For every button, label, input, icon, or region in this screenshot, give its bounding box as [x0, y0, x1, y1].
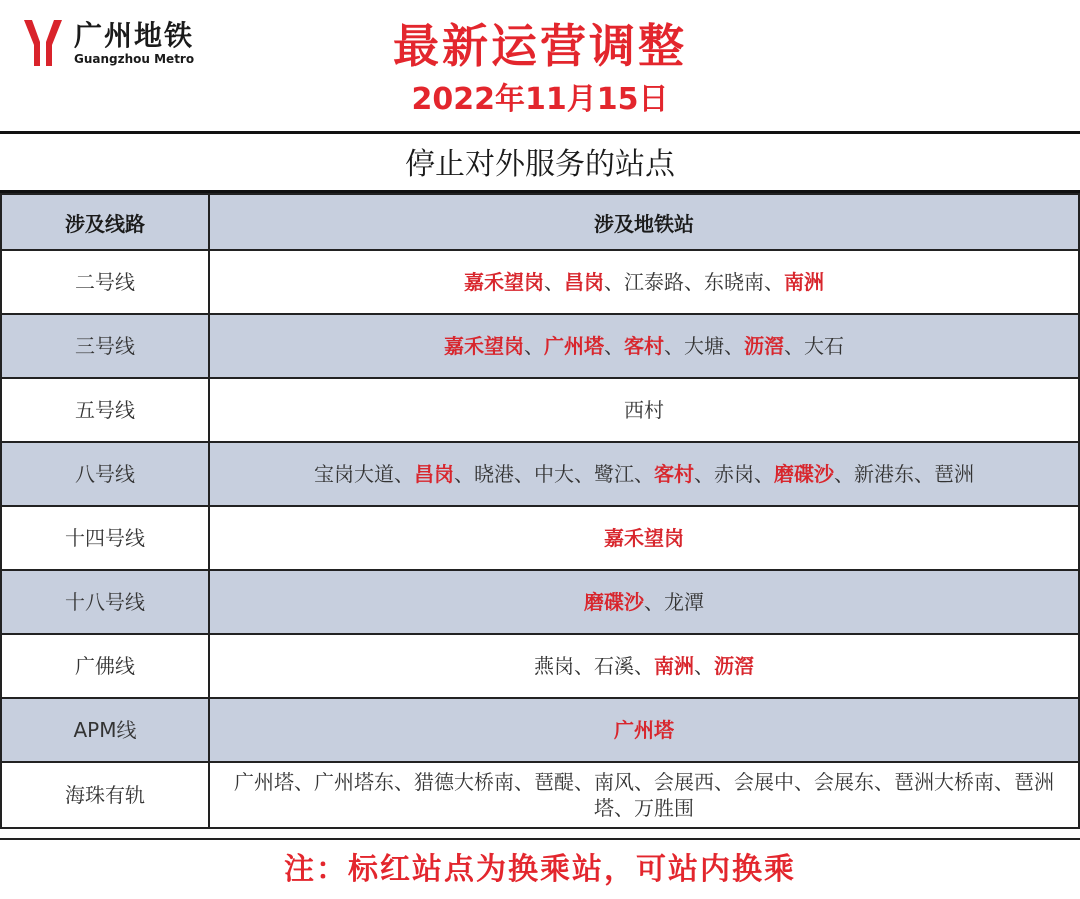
transfer-station: 嘉禾望岗	[604, 526, 684, 550]
poster-date: 2022年11月15日	[411, 82, 669, 117]
transfer-station: 客村	[624, 334, 664, 358]
table-row	[1, 506, 1079, 570]
station-separator: 、	[574, 462, 594, 486]
table-row	[1, 250, 1079, 314]
station: 会展中	[734, 770, 794, 794]
station: 大塘	[684, 334, 724, 358]
station: 晓港	[474, 462, 514, 486]
line-name: 三号线	[1, 314, 209, 378]
station-separator: 、	[394, 462, 414, 486]
station: 琶洲大桥南	[894, 770, 994, 794]
transfer-station: 沥滘	[714, 654, 754, 678]
station-list	[209, 506, 1079, 570]
table-row	[1, 442, 1079, 506]
station-separator: 、	[664, 334, 684, 358]
line-name: 二号线	[1, 250, 209, 314]
transfer-station: 嘉禾望岗	[464, 270, 544, 294]
station-separator: 、	[524, 334, 544, 358]
station: 广州塔东	[314, 770, 394, 794]
transfer-station: 昌岗	[564, 270, 604, 294]
station-separator: 、	[574, 654, 594, 678]
table-row	[1, 570, 1079, 634]
station: 江泰路	[624, 270, 684, 294]
station-separator: 、	[874, 770, 894, 794]
station-separator: 、	[794, 770, 814, 794]
station: 广州塔	[234, 770, 294, 794]
transfer-station: 广州塔	[614, 718, 674, 742]
station-separator: 、	[644, 590, 664, 614]
table-row	[1, 378, 1079, 442]
station-separator: 、	[764, 270, 784, 294]
station: 石溪	[594, 654, 634, 678]
table-row	[1, 314, 1079, 378]
line-name: 广佛线	[1, 634, 209, 698]
station: 猎德大桥南	[414, 770, 514, 794]
station: 大石	[804, 334, 844, 358]
transfer-station: 南洲	[654, 654, 694, 678]
station: 赤岗	[714, 462, 754, 486]
station-separator: 、	[544, 270, 564, 294]
station: 琶洲塔	[594, 770, 1054, 820]
station-list	[209, 314, 1079, 378]
station: 南风	[594, 770, 634, 794]
station: 琶醍	[534, 770, 574, 794]
poster-header	[0, 0, 1080, 134]
station-separator: 、	[614, 796, 634, 820]
station-list	[209, 698, 1079, 762]
station-list	[209, 634, 1079, 698]
transfer-station: 昌岗	[414, 462, 454, 486]
station-separator: 、	[724, 334, 744, 358]
station-separator: 、	[754, 462, 774, 486]
section-title: 停止对外服务的站点	[0, 137, 1080, 193]
transfer-station: 磨碟沙	[774, 462, 834, 486]
station: 琶洲	[934, 462, 974, 486]
station-separator: 、	[994, 770, 1014, 794]
table-row	[1, 698, 1079, 762]
header-line: 涉及线路	[1, 194, 209, 250]
line-name: 八号线	[1, 442, 209, 506]
station-separator: 、	[634, 462, 654, 486]
station: 东晓南	[704, 270, 764, 294]
transfer-station: 客村	[654, 462, 694, 486]
station: 宝岗大道	[314, 462, 394, 486]
station: 鹭江	[594, 462, 634, 486]
suspended-stations-table	[0, 193, 1080, 829]
station-separator: 、	[514, 770, 534, 794]
station-separator: 、	[604, 334, 624, 358]
station-list	[209, 570, 1079, 634]
station: 会展东	[814, 770, 874, 794]
station-list	[209, 762, 1079, 828]
footer-note: 注：标红站点为换乘站，可站内换乘	[0, 838, 1080, 897]
station: 中大	[534, 462, 574, 486]
station-separator: 、	[514, 462, 534, 486]
station: 新港东	[854, 462, 914, 486]
logo-english-name: Guangzhou Metro	[74, 52, 195, 66]
transfer-station: 南洲	[784, 270, 824, 294]
station: 万胜围	[634, 796, 694, 820]
table-row	[1, 634, 1079, 698]
station-separator: 、	[394, 770, 414, 794]
station-list	[209, 250, 1079, 314]
station-separator: 、	[634, 770, 654, 794]
transfer-station: 磨碟沙	[584, 590, 644, 614]
station-list	[209, 442, 1079, 506]
station-separator: 、	[914, 462, 934, 486]
station-separator: 、	[604, 270, 624, 294]
station: 龙潭	[664, 590, 704, 614]
transfer-station: 嘉禾望岗	[444, 334, 524, 358]
table-header-row	[1, 194, 1079, 250]
station: 西村	[624, 398, 664, 422]
header-stations: 涉及地铁站	[209, 194, 1079, 250]
line-name: APM线	[1, 698, 209, 762]
station-separator: 、	[454, 462, 474, 486]
station-separator: 、	[294, 770, 314, 794]
station-separator: 、	[714, 770, 734, 794]
line-name: 海珠有轨	[1, 762, 209, 828]
logo-chinese-name: 广州地铁	[74, 19, 195, 52]
station-separator: 、	[634, 654, 654, 678]
station: 会展西	[654, 770, 714, 794]
station-separator: 、	[684, 270, 704, 294]
station-separator: 、	[694, 462, 714, 486]
poster-title: 最新运营调整	[393, 19, 687, 73]
line-name: 五号线	[1, 378, 209, 442]
transfer-station: 沥滘	[744, 334, 784, 358]
transfer-station: 广州塔	[544, 334, 604, 358]
station-separator: 、	[784, 334, 804, 358]
station-separator: 、	[694, 654, 714, 678]
station-separator: 、	[574, 770, 594, 794]
station-separator: 、	[834, 462, 854, 486]
station: 燕岗	[534, 654, 574, 678]
table-row	[1, 762, 1079, 828]
station-list	[209, 378, 1079, 442]
line-name: 十四号线	[1, 506, 209, 570]
line-name: 十八号线	[1, 570, 209, 634]
